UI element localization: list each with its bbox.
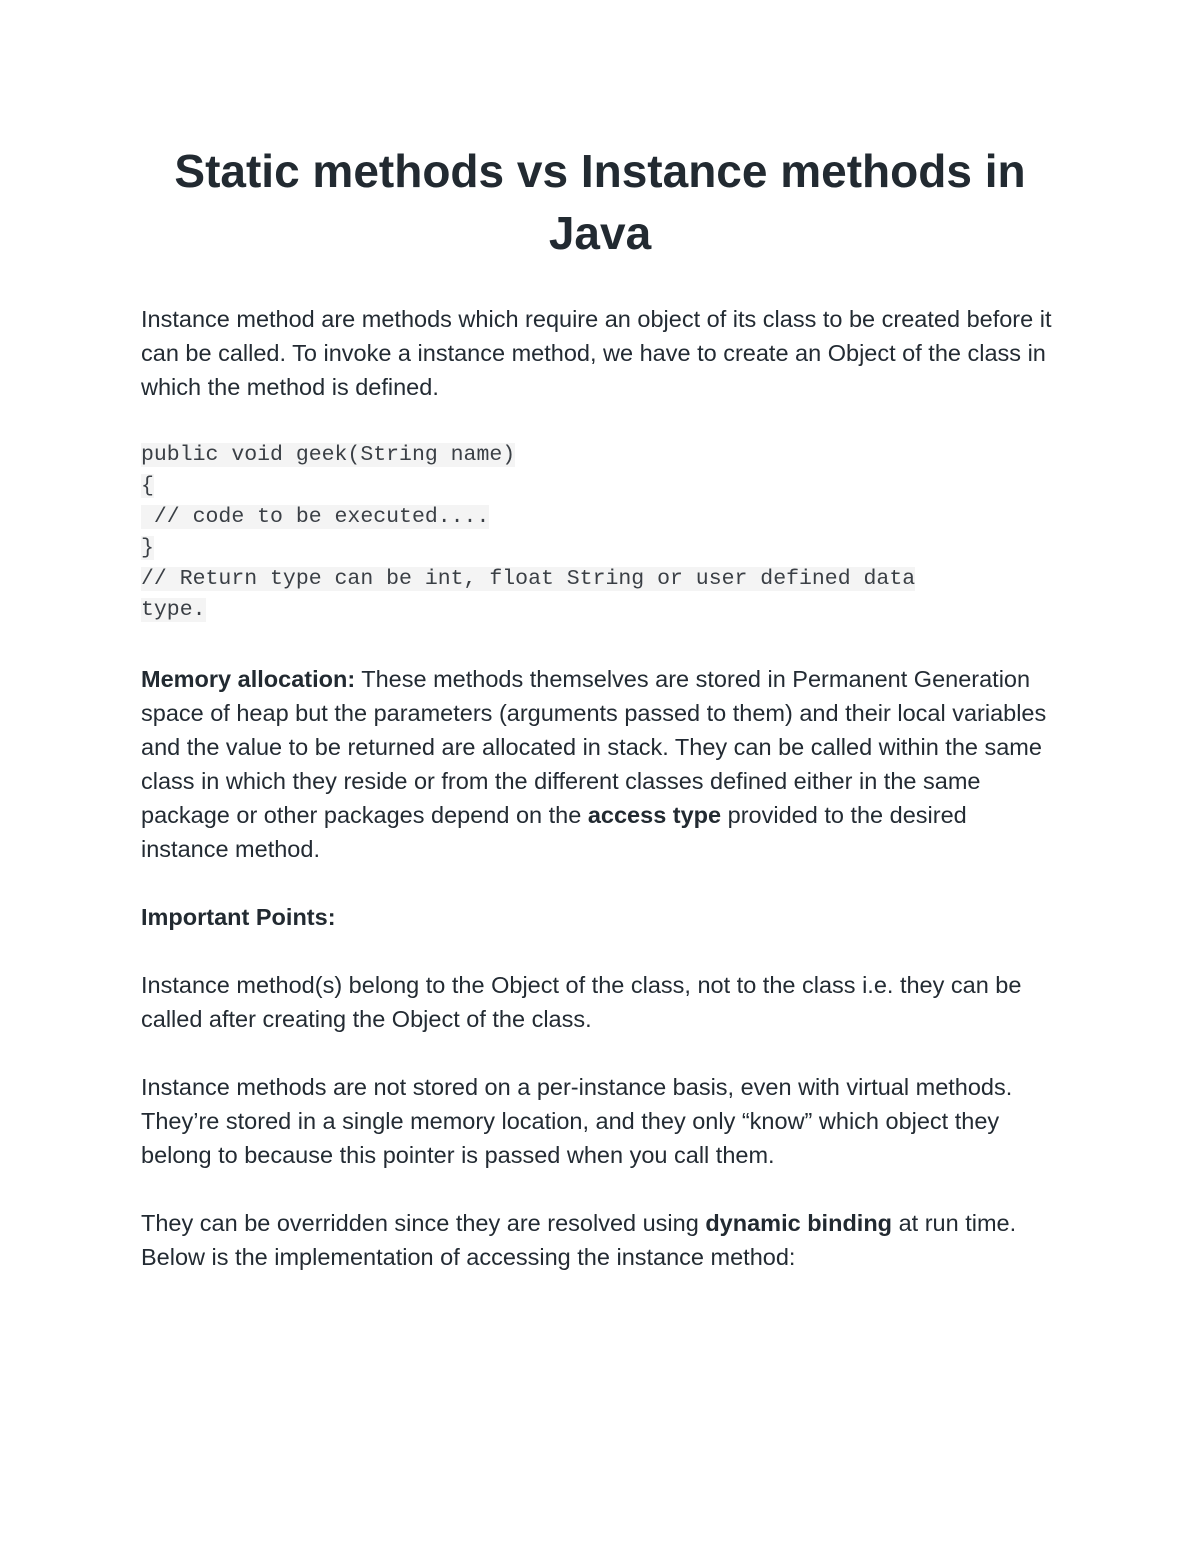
code-line: // code to be executed....	[141, 505, 490, 529]
code-line: public void geek(String name)	[141, 443, 516, 467]
point-1-paragraph: Instance method(s) belong to the Object of the class, not to the class i.e. they can be called after creating the Object of the class.	[141, 972, 1022, 1032]
memory-text-1: These methods themselves are stored in Permanent Generation space of heap but the parameters (arguments passed to them) and their local variables and the value to be returned are allocated in stack. They can be called within the same class in which they reside or from the different classes defined either in the same package or other packages depend on the	[141, 666, 1047, 828]
dynamic-binding-term: dynamic binding	[705, 1210, 893, 1236]
document-page	[141, 140, 1059, 1274]
intro-paragraph: Instance method are methods which require an object of its class to be created before it can be called. To invoke a instance method, we have to create an Object of the class in which the method is defined.	[141, 306, 1052, 400]
point-2-paragraph: Instance methods are not stored on a per-instance basis, even with virtual methods. They’re stored in a single memory location, and they only “know” which object they belong to because this pointer is passed when you call them.	[141, 1074, 1013, 1168]
implementation-intro: Below is the implementation of accessing the instance method:	[141, 1244, 796, 1270]
memory-text-2: provided to the desired instance method.	[141, 802, 967, 862]
code-line: // Return type can be int, float String or user defined data	[141, 567, 916, 591]
code-line: type.	[141, 598, 206, 622]
page-title: Static methods vs Instance methods in Java	[174, 145, 1026, 259]
code-line: {	[141, 474, 154, 498]
memory-allocation-paragraph	[141, 662, 1059, 866]
code-block	[141, 440, 1059, 626]
point-3-paragraph	[141, 1206, 1059, 1240]
memory-allocation-label: Memory allocation:	[141, 666, 356, 692]
access-type-term: access type	[587, 802, 722, 828]
code-line: }	[141, 536, 154, 560]
important-points-heading: Important Points:	[141, 904, 336, 930]
point-3-text-2: at run time.	[892, 1210, 1017, 1236]
point-3-text-1: They can be overridden since they are resolved using	[141, 1210, 706, 1236]
